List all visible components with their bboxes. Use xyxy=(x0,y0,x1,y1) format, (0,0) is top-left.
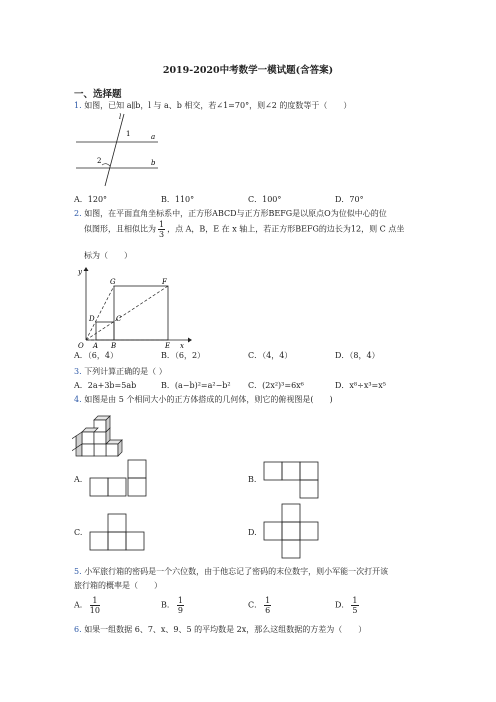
q4-option-d[interactable]: D. xyxy=(248,528,257,537)
option-fraction xyxy=(177,596,184,615)
fraction-denominator: 6 xyxy=(265,606,271,615)
label-f: F xyxy=(162,278,167,286)
q3-option-c[interactable]: C．(2x²)³=6x⁶ xyxy=(248,381,304,390)
question-2-line-3: 标为（ ） xyxy=(84,251,132,260)
question-text: ，点 A，B，E 在 x 轴上，若正方形BEFG的边长为12，则 C 点坐 xyxy=(167,224,405,234)
option-fraction xyxy=(264,596,271,615)
question-number: 1. xyxy=(74,101,82,110)
option-fraction xyxy=(351,596,358,615)
label-g: G xyxy=(110,278,116,286)
section-heading: 一、选择题 xyxy=(74,89,122,100)
label-c: C xyxy=(116,315,122,323)
fraction-denominator: 9 xyxy=(177,606,183,615)
fraction-denominator: 5 xyxy=(352,606,358,615)
option-label: B． xyxy=(161,600,175,610)
label-l: l xyxy=(119,113,122,121)
q3-option-b[interactable]: B．(a−b)²=a²−b² xyxy=(161,381,231,390)
option-label: A． xyxy=(74,600,88,610)
question-text: 似图形，且相似比为 xyxy=(84,224,156,234)
question-3 xyxy=(74,366,167,377)
question-text: 下列计算正确的是（ ） xyxy=(84,367,167,376)
label-y: y xyxy=(78,268,82,276)
question-number: 2. xyxy=(74,209,82,218)
fraction-one-third xyxy=(158,220,165,239)
fraction-numerator: 1 xyxy=(159,220,165,229)
question-2-line-1 xyxy=(74,208,387,219)
y-axis-arrow xyxy=(84,267,89,271)
q4-option-b-grid xyxy=(262,460,324,502)
label-o: O xyxy=(78,342,84,348)
cube-stack-figure xyxy=(72,410,142,458)
option-fraction xyxy=(90,596,100,615)
question-5-line-1 xyxy=(74,566,388,577)
question-2-line-2 xyxy=(84,220,404,239)
label-angle-1: 1 xyxy=(126,130,131,138)
fraction-numerator: 1 xyxy=(352,596,358,605)
q3-option-a[interactable]: A．2a+3b=5ab xyxy=(74,381,137,390)
label-angle-2: 2 xyxy=(97,157,102,165)
q3-option-d[interactable]: D．x⁸÷x³=x⁵ xyxy=(335,381,386,390)
fraction-numerator: 1 xyxy=(265,596,271,605)
question-number: 4. xyxy=(74,395,82,404)
label-d: D xyxy=(89,315,95,323)
question-text: 如图，已知 a∥b，l 与 a、b 相交，若∠1=70°，则∠2 的度数等于（ ） xyxy=(84,101,352,110)
question-text: 如果一组数据 6、7、x、9、5 的平均数是 2x，那么这组数据的方差为（ ） xyxy=(84,625,367,634)
q1-option-a[interactable]: A．120° xyxy=(74,195,108,204)
q4-option-d-grid xyxy=(262,502,324,562)
q2-option-d[interactable]: D．（8，4） xyxy=(335,351,380,360)
q4-option-c-grid xyxy=(88,512,150,554)
label-a: a xyxy=(151,133,156,141)
coordinate-squares-figure xyxy=(74,264,194,348)
q2-option-a[interactable]: A．（6，4） xyxy=(74,351,118,360)
q1-option-c[interactable]: C．100° xyxy=(248,195,282,204)
fraction-denominator: 3 xyxy=(159,230,165,239)
q1-option-b[interactable]: B．110° xyxy=(161,195,195,204)
q5-option-c[interactable] xyxy=(248,596,273,615)
question-number: 6. xyxy=(74,625,82,634)
label-e: E xyxy=(165,342,171,348)
option-label: C． xyxy=(248,600,263,610)
q4-option-b[interactable]: B. xyxy=(248,475,257,484)
parallel-lines-figure xyxy=(72,110,162,190)
label-b: B xyxy=(111,342,117,348)
question-6 xyxy=(74,624,366,635)
option-label: D． xyxy=(335,600,350,610)
q5-option-a[interactable] xyxy=(74,596,102,615)
fraction-denominator: 10 xyxy=(89,606,100,615)
q2-option-b[interactable]: B．（6，2） xyxy=(161,351,206,360)
q5-option-b[interactable] xyxy=(161,596,186,615)
dashed-line-og xyxy=(86,286,114,340)
q4-option-a-grid xyxy=(88,458,150,500)
fraction-numerator: 1 xyxy=(90,596,100,606)
label-b: b xyxy=(151,159,156,167)
angle-2-arc xyxy=(102,164,110,166)
label-a: A xyxy=(93,342,99,348)
q4-option-a[interactable]: A. xyxy=(74,475,83,484)
q4-option-c[interactable]: C. xyxy=(74,528,83,537)
square-abcd xyxy=(96,322,114,340)
question-text: 如图，在平面直角坐标系中，正方形ABCD与正方形BEFG是以原点O为位似中心的位 xyxy=(84,209,387,218)
question-5-line-2: 旅行箱的概率是（ ） xyxy=(74,581,162,590)
q5-option-d[interactable] xyxy=(335,596,361,615)
fraction-numerator: 1 xyxy=(177,596,183,605)
label-x: x xyxy=(180,342,184,348)
x-axis-arrow xyxy=(188,338,192,343)
question-number: 5. xyxy=(74,567,82,576)
question-number: 3. xyxy=(74,367,82,376)
page-title: 2019-2020中考数学一模试题(含答案) xyxy=(162,65,334,76)
q2-option-c[interactable]: C．（4，4） xyxy=(248,351,293,360)
question-text: 小军旅行箱的密码是一个六位数，由于他忘记了密码的末位数字，则小军能一次打开该 xyxy=(84,567,389,576)
square-befg xyxy=(114,286,168,340)
q1-option-d[interactable]: D．70° xyxy=(335,195,364,204)
question-4 xyxy=(74,394,333,405)
question-text: 如图是由 5 个相同大小的正方体搭成的几何体，则它的俯视图是( ) xyxy=(84,395,333,404)
dashed-line-of xyxy=(86,286,168,340)
line-l xyxy=(105,114,124,186)
